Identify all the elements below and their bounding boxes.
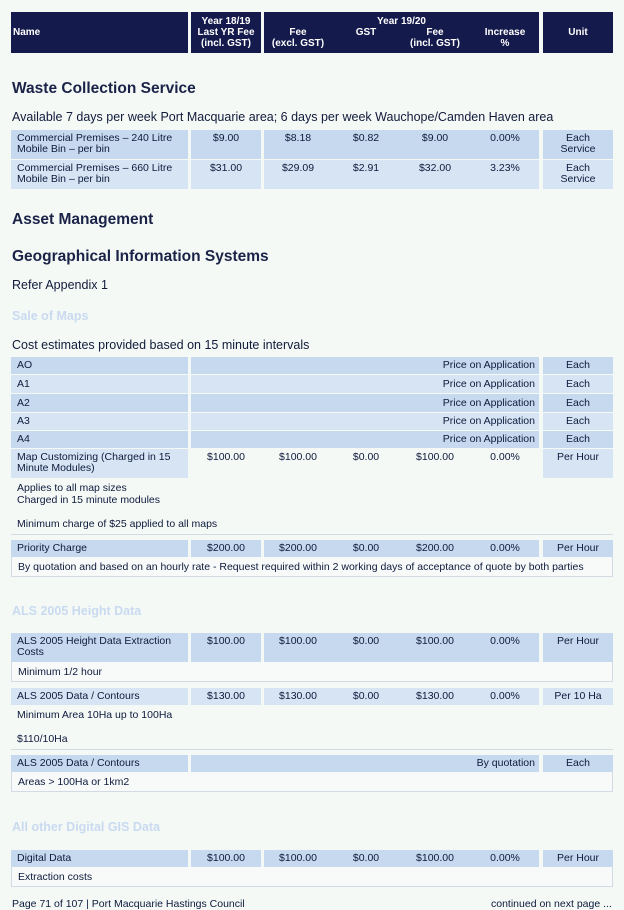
- header-year-1920: [264, 12, 539, 53]
- subsection-title-als: ALS 2005 Height Data: [12, 604, 142, 618]
- row-year-1920: [264, 449, 539, 478]
- row-unit: Each: [543, 755, 613, 772]
- note-line: Charged in 15 minute modules: [17, 494, 161, 506]
- row-fee-excl: $200.00: [279, 542, 317, 554]
- header-gst: GST: [355, 27, 377, 38]
- subsection-title-maps: Sale of Maps: [12, 309, 89, 323]
- row-fee-incl: $100.00: [416, 635, 454, 647]
- section-title-gis: Geographical Information Systems: [12, 248, 269, 265]
- row-name: Digital Data: [11, 850, 188, 867]
- contours-quote-note: Areas > 100Ha or 1km2: [18, 776, 130, 788]
- row-name-line2: Mobile Bin – per bin: [17, 143, 110, 155]
- row-gst: $0.00: [352, 690, 380, 702]
- digital-note-box: [11, 867, 613, 887]
- row-fee-incl: $9.00: [421, 132, 449, 144]
- row-year-1920: [264, 633, 539, 662]
- row-unit: Each: [543, 413, 613, 430]
- row-last-yr-fee: $200.00: [191, 540, 261, 557]
- divider: [11, 749, 613, 750]
- row-name: A3: [11, 413, 188, 430]
- row-increase: 3.23%: [490, 162, 520, 174]
- row-price: Price on Application: [191, 357, 539, 374]
- header-increase: [472, 27, 538, 49]
- row-gst: $0.00: [352, 451, 380, 463]
- row-year-1920: [264, 850, 539, 867]
- contours-note-1: Minimum Area 10Ha up to 100Ha: [17, 709, 173, 721]
- row-fee-excl: $100.00: [279, 635, 317, 647]
- row-price: Price on Application: [191, 375, 539, 393]
- row-fee-incl: $100.00: [416, 451, 454, 463]
- row-name-line1: Commercial Premises – 660 Litre: [17, 162, 173, 174]
- row-fee-incl: $32.00: [418, 162, 452, 174]
- row-increase: 0.00%: [490, 635, 520, 647]
- row-increase: 0.00%: [490, 852, 520, 864]
- row-gst: $2.91: [352, 162, 380, 174]
- header-unit: [543, 12, 613, 53]
- contours-note-2: $110/10Ha: [17, 733, 68, 745]
- header-fee-excl: [264, 27, 332, 49]
- contours-quote-note-box: [11, 772, 613, 792]
- header-year-1819: Year 18/19: [201, 16, 251, 27]
- row-fee-excl: $100.00: [279, 451, 317, 463]
- custom-notes: [17, 482, 160, 506]
- row-unit: [543, 160, 613, 189]
- row-gst: $0.82: [352, 132, 380, 144]
- row-name: [11, 449, 188, 478]
- note-line: Applies to all map sizes: [17, 482, 127, 494]
- header-fee-excl-1: Fee: [289, 27, 307, 38]
- row-year-1920: [264, 130, 539, 159]
- row-year-1920: [264, 160, 539, 189]
- row-unit-line1: Each: [566, 132, 590, 144]
- row-unit: Each: [543, 431, 613, 448]
- row-last-yr-fee: $31.00: [191, 160, 261, 189]
- row-increase: 0.00%: [490, 542, 520, 554]
- row-price: Price on Application: [191, 413, 539, 430]
- row-unit-line1: Each: [566, 162, 590, 174]
- row-name-line2: Costs: [17, 646, 44, 658]
- row-increase: 0.00%: [490, 451, 520, 463]
- row-name-line2: Mobile Bin – per bin: [17, 173, 110, 185]
- priority-note-box: [11, 557, 613, 577]
- divider: [11, 534, 613, 535]
- row-gst: $0.00: [352, 635, 380, 647]
- row-gst: $0.00: [352, 852, 380, 864]
- extraction-note-box: [11, 662, 613, 682]
- section-title-asset: Asset Management: [12, 211, 154, 228]
- waste-availability: Available 7 days per week Port Macquarie area; 6 days per week Wauchope/Camden Haven area: [12, 110, 554, 124]
- row-unit: Per 10 Ha: [543, 688, 613, 705]
- extraction-note: Minimum 1/2 hour: [18, 666, 103, 678]
- footer-page-info: Page 71 of 107 | Port Macquarie Hastings Council: [12, 898, 245, 910]
- row-unit: Per Hour: [543, 850, 613, 867]
- digital-note: Extraction costs: [18, 871, 93, 883]
- row-name: A1: [11, 375, 188, 393]
- row-name: A4: [11, 431, 188, 448]
- row-name: [11, 130, 188, 159]
- row-unit: Each: [543, 394, 613, 412]
- row-fee-incl: $100.00: [416, 852, 454, 864]
- row-name-line1: Map Customizing (Charged in 15: [17, 451, 171, 463]
- row-year-1920: [264, 540, 539, 557]
- row-fee-excl: $100.00: [279, 852, 317, 864]
- header-fee-incl: [400, 27, 470, 49]
- row-name: [11, 633, 188, 662]
- row-gst: $0.00: [352, 542, 380, 554]
- row-name: ALS 2005 Data / Contours: [11, 688, 188, 705]
- header-increase-2: %: [500, 38, 510, 49]
- row-name-line1: ALS 2005 Height Data Extraction: [17, 635, 172, 647]
- row-name: AO: [11, 357, 188, 374]
- row-increase: 0.00%: [490, 690, 520, 702]
- row-name: A2: [11, 394, 188, 412]
- min-charge-note: Minimum charge of $25 applied to all maps: [17, 518, 218, 530]
- header-name: [11, 12, 188, 53]
- row-last-yr-fee: $9.00: [191, 130, 261, 159]
- header-fee-incl-2: (incl. GST): [410, 38, 460, 49]
- row-last-yr-fee: $100.00: [191, 850, 261, 867]
- maps-intro: Cost estimates provided based on 15 minute intervals: [12, 338, 310, 352]
- row-fee-excl: $130.00: [279, 690, 317, 702]
- row-year-1920: [264, 688, 539, 705]
- header-increase-1: Increase: [484, 27, 526, 38]
- subsection-title-digital: All other Digital GIS Data: [12, 820, 160, 834]
- row-unit-line2: Service: [560, 173, 596, 185]
- row-name-line1: Commercial Premises – 240 Litre: [17, 132, 173, 144]
- header-fee-excl-2: (excl. GST): [271, 38, 325, 49]
- row-name: Priority Charge: [11, 540, 188, 557]
- header-name-label: Name: [13, 27, 41, 38]
- row-unit: [543, 130, 613, 159]
- row-unit-line2: Service: [560, 143, 596, 155]
- row-price: Price on Application: [191, 431, 539, 448]
- refer-appendix: Refer Appendix 1: [12, 278, 108, 292]
- row-unit: Each: [543, 357, 613, 374]
- row-name: ALS 2005 Data / Contours: [11, 755, 188, 772]
- row-last-yr-fee: $130.00: [191, 688, 261, 705]
- header-unit-label: Unit: [568, 27, 588, 38]
- row-fee-excl: $29.09: [281, 162, 315, 174]
- row-fee-excl: $8.18: [284, 132, 312, 144]
- footer-continued: continued on next page ...: [491, 898, 612, 910]
- header-incl-gst: (incl. GST): [201, 38, 251, 49]
- row-name-line2: Minute Modules): [17, 462, 95, 474]
- row-unit: Each: [543, 375, 613, 393]
- header-fee-incl-1: Fee: [426, 27, 444, 38]
- section-title-waste: Waste Collection Service: [12, 80, 196, 97]
- row-fee-incl: $200.00: [416, 542, 454, 554]
- row-last-yr-fee: $100.00: [191, 633, 261, 662]
- row-last-yr-fee: $100.00: [207, 451, 245, 463]
- priority-note: By quotation and based on an hourly rate - Request required within 2 working days of acceptance of quote by both parties: [18, 561, 584, 573]
- row-increase: 0.00%: [490, 132, 520, 144]
- row-price: Price on Application: [191, 394, 539, 412]
- row-unit: Per Hour: [543, 633, 613, 662]
- row-name: [11, 160, 188, 189]
- header-year-1920-label: Year 19/20: [377, 16, 426, 27]
- row-unit: Per Hour: [543, 449, 613, 478]
- row-fee-incl: $130.00: [416, 690, 454, 702]
- header-last-yr-fee: Last YR Fee: [197, 27, 255, 38]
- row-unit: Per Hour: [543, 540, 613, 557]
- header-last-yr: [191, 12, 261, 53]
- row-price: By quotation: [191, 755, 539, 772]
